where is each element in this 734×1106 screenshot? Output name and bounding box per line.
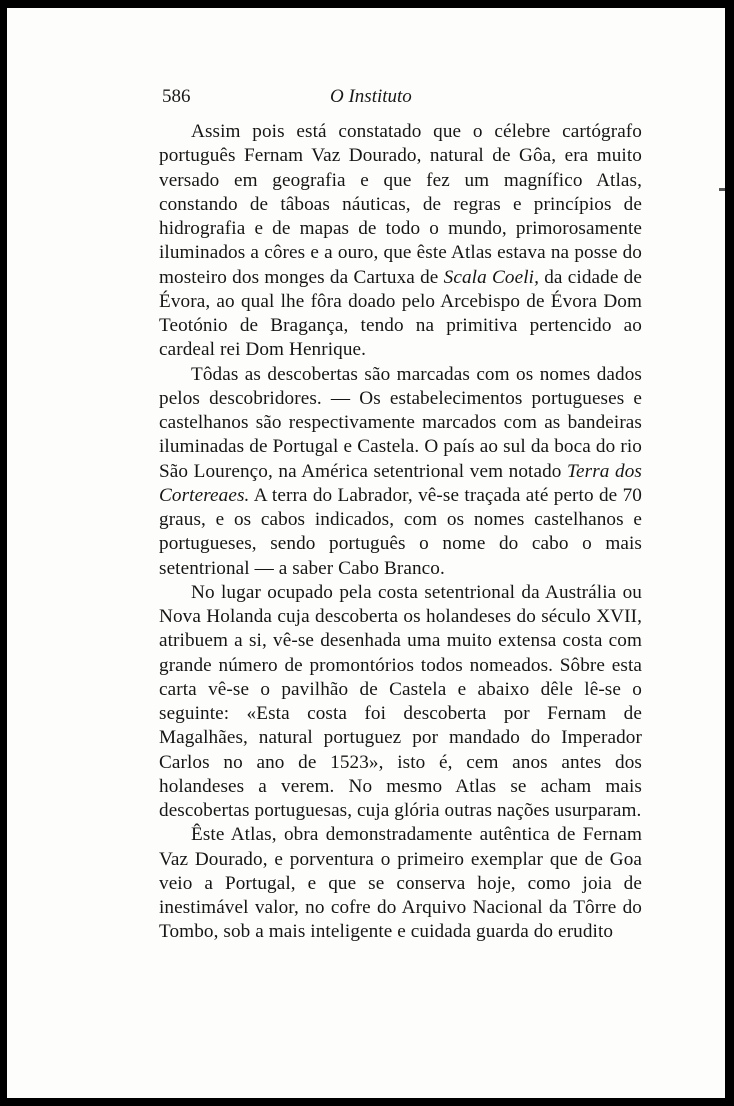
running-title: O Instituto — [330, 86, 412, 107]
page-header — [162, 82, 647, 110]
paragraph: Tôdas as descobertas são marcadas com os nomes dados pelos descobridores. — Os estabelecimentos portugueses e castelhanos são respectivamente marcados com as bandeiras iluminadas de Portugal e Castela. O país ao sul da boca do rio São Lourenço, na América setentrional vem notado Terra dos Cortereaes. A terra do Labrador, vê-se traçada até perto de 70 graus, e os cabos indicados, com os nomes castelhanos e portugueses, sendo português o nome do cabo o mais setentrional — a saber Cabo Branco. — [159, 363, 642, 579]
scan-speck — [719, 188, 725, 191]
page-number: 586 — [162, 86, 191, 107]
italic-place-name: Terra dos Cortereaes. — [159, 460, 642, 506]
paragraph: Assim pois está constatado que o célebre cartógrafo português Fernam Vaz Dourado, natural de Gôa, era muito versado em geografia e que fez um magnífico Atlas, constando de tâboas náuticas, de regras e princípios de hidrografia e de mapas de todo o mundo, primorosamente iluminados a côres e a ouro, que êste Atlas estava na posse do mosteiro dos monges da Cartuxa de Scala Coeli, da cidade de Évora, ao qual lhe fôra doado pelo Arcebispo de Évora Dom Teotónio de Bragança, tendo na primitiva pertencido ao cardeal rei Dom Henrique. — [159, 121, 642, 361]
italic-place-name: Scala Coeli, — [443, 266, 539, 288]
paragraph: Êste Atlas, obra demonstradamente autêntica de Fernam Vaz Dourado, e porventura o primeiro exemplar que de Goa veio a Portugal, e que se conserva hoje, como joia de inestimável valor, no cofre do Arquivo Nacional da Tôrre do Tombo, sob a mais inteligente e cuidada guarda do erudito — [159, 824, 642, 943]
body-text — [159, 120, 642, 945]
paragraph: No lugar ocupado pela costa setentrional da Austrália ou Nova Holanda cuja descoberta os holandeses do século XVII, atribuem a si, vê-se desenhada uma muito extensa costa com grande número de promontórios todos nomeados. Sôbre esta carta vê-se o pavilhão de Castela e abaixo dêle lê-se o seguinte: «Esta costa foi descoberta por Fernam de Magalhães, natural portuguez por mandado do Imperador Carlos no ano de 1523», isto é, cem anos antes dos holandeses a verem. No mesmo Atlas se acham mais descobertas portuguesas, cuja glória outras nações usurparam. — [159, 581, 642, 821]
